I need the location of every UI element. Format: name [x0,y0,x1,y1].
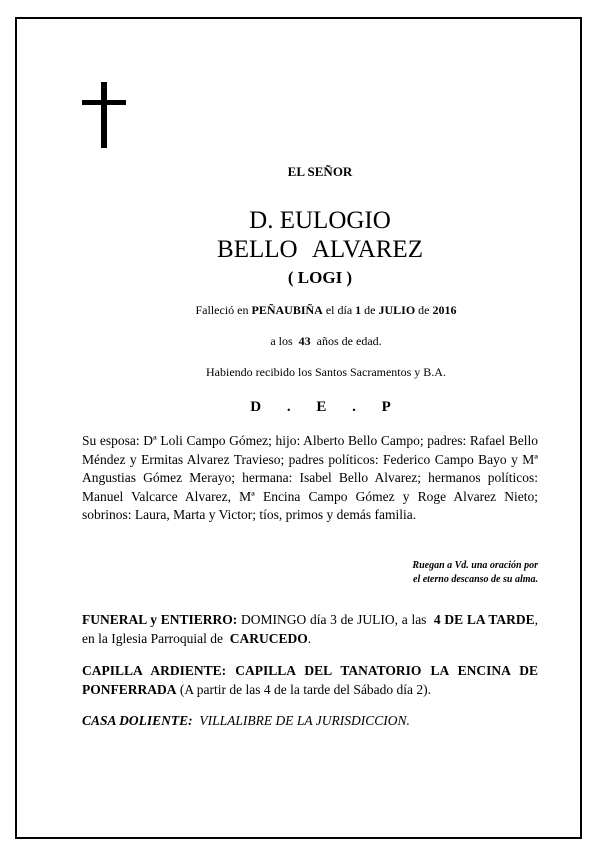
death-info: Falleció en PEÑAUBIÑA el día 1 de JULIO de 2016 [195,303,457,317]
sacraments-text: Habiendo recibido los Santos Sacramentos y B.A. [206,365,446,379]
prayer-request: Ruegan a Vd. una oración por el eterno descanso de su alma. [412,560,538,585]
funeral-info: FUNERAL y ENTIERRO: DOMINGO día 3 de JULIO, a las 4 DE LA TARDE, en la Iglesia Parroquial de CARUCEDO. [82,612,538,646]
age-info: a los 43 años de edad. [270,334,382,348]
deceased-name-line2 [20,236,600,264]
cross-icon [82,82,126,148]
header-title: EL SEÑOR [287,164,353,179]
capilla-info: CAPILLA ARDIENTE: CAPILLA DEL TANATORIO LA ENCINA DE PONFERRADA (A partir de las 4 de la tarde del Sábado día 2). [82,663,538,697]
surname1: BELLO [217,236,298,263]
surname2: ALVAREZ [311,236,423,263]
dep-text: D . E . P [250,399,402,415]
family-text: Su esposa: Dª Loli Campo Gómez; hijo: Alberto Bello Campo; padres: Rafael Bello Méndez y Ermitas Alvarez Travieso; padres políticos: Federico Campo Bayo y Mª Angustias Gómez Merayo; hermana: Isabel Bello Alvarez; hermanos políticos: Manuel Valcarce Alvarez, Mª Encina Campo Gómez y Roge Alvarez Nieto; sobrinos: Laura, Marta y Victor; tíos, primos y demás familia. [82,433,538,522]
casa-info: CASA DOLIENTE: VILLALIBRE DE LA JURISDICCION. [82,713,410,728]
nickname: ( LOGI ) [287,268,353,287]
deceased-name-line1: D. EULOGIO [249,207,391,234]
